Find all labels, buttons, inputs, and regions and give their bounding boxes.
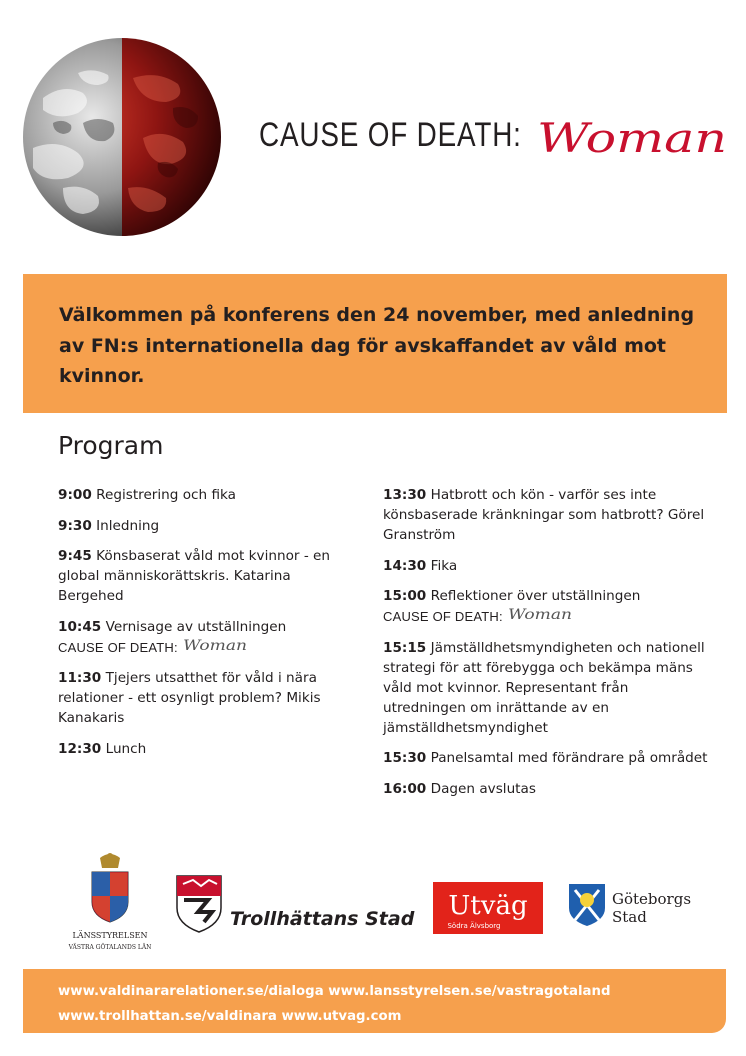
title-script-woman (535, 112, 730, 164)
program-item (383, 586, 713, 627)
cause-of-death-inline: CAUSE OF DEATH: (58, 639, 178, 655)
trollhattan-name: Trollhättans Stad (230, 908, 415, 930)
program-text: Jämställdhetsmyndigheten och nationell strategi för att förebygga och bekämpa mäns våld mot kvinnor. Representant från utredningen om inrättande av en jämställdhetsmyndighet (383, 639, 705, 736)
program-text: Tjejers utsatthet för våld i nära relationer - ett osynligt problem? Mikis Kanakaris (58, 670, 321, 726)
lansstyrelsen-logo (68, 853, 152, 951)
woman-script-inline (507, 606, 579, 624)
footer-link-line-2[interactable]: www.trollhattan.se/valdinara www.utvag.com (58, 1009, 402, 1024)
program-time: 9:30 (58, 517, 92, 534)
program-time: 11:30 (58, 670, 102, 686)
program-text: Vernisage av utställningen (105, 618, 287, 635)
program-text: Fika (430, 557, 458, 574)
utvag-name: Utväg (448, 891, 528, 921)
program-text: Könsbaserat våld mot kvinnor - en global människorättskris. Katarina Bergehed (58, 548, 331, 604)
goteborg-line1: Göteborgs (612, 890, 692, 908)
program-time: 15:15 (383, 639, 427, 656)
program-text: Registrering och fika (96, 487, 236, 503)
goteborg-line2: Stad (612, 908, 647, 926)
poster-title: CAUSE OF DEATH: (259, 116, 522, 154)
globe-image (23, 38, 221, 236)
program-item (58, 739, 358, 759)
sponsor-logos (0, 850, 746, 960)
program-time: 16:00 (383, 780, 427, 797)
program-column-right (383, 485, 713, 809)
cause-of-death-inline: CAUSE OF DEATH: (383, 609, 503, 624)
program-item (383, 485, 713, 545)
welcome-text: Välkommen på konferens den 24 november, med anledning av FN:s internationella dag för avskaffandet av våld mot kvinnor. (59, 304, 695, 387)
program-text: Lunch (105, 740, 147, 757)
woman-script-text: Woman (183, 637, 248, 654)
program-time: 14:30 (383, 557, 427, 574)
program-item (383, 556, 713, 576)
program-column-left (58, 485, 358, 769)
footer-link-line-1[interactable]: www.valdinararelationer.se/dialoga www.lansstyrelsen.se/vastragotaland (58, 984, 611, 999)
program-item (383, 638, 713, 738)
program-item (383, 748, 713, 768)
title-script-text: Woman (537, 116, 727, 162)
program-time: 13:30 (383, 487, 427, 503)
program-text: Inledning (96, 517, 160, 534)
program-item (58, 516, 358, 536)
program-item (58, 617, 358, 658)
utvag-sub: Södra Älvsborg (447, 922, 501, 930)
program-item (383, 779, 713, 799)
lansstyrelsen-region: VÄSTRA GÖTALANDS LÄN (68, 944, 152, 951)
woman-script-text: Woman (508, 607, 573, 623)
program-item (58, 485, 358, 505)
program-text: Panelsamtal med förändrare på området (430, 750, 708, 766)
woman-script-inline (182, 637, 254, 655)
program-item (58, 546, 358, 606)
lansstyrelsen-name: LÄNSSTYRELSEN (72, 931, 148, 940)
program-time: 9:45 (58, 548, 92, 564)
program-time: 15:00 (383, 588, 427, 604)
program-heading: Program (58, 431, 164, 460)
trollhattan-logo (177, 876, 415, 932)
program-time: 15:30 (383, 750, 427, 766)
welcome-banner (23, 274, 727, 413)
program-text: Hatbrott och kön - varför ses inte könsbaserade kränkningar som hatbrott? Görel Granström (383, 487, 705, 543)
program-text: Reflektioner över utställningen (430, 588, 641, 604)
program-time: 9:00 (58, 487, 92, 503)
program-item (58, 668, 358, 728)
utvag-logo (433, 882, 543, 934)
program-time: 12:30 (58, 740, 102, 757)
program-text: Dagen avslutas (430, 780, 536, 797)
program-time: 10:45 (58, 618, 102, 635)
goteborg-logo (569, 884, 691, 926)
footer-links (23, 969, 726, 1033)
